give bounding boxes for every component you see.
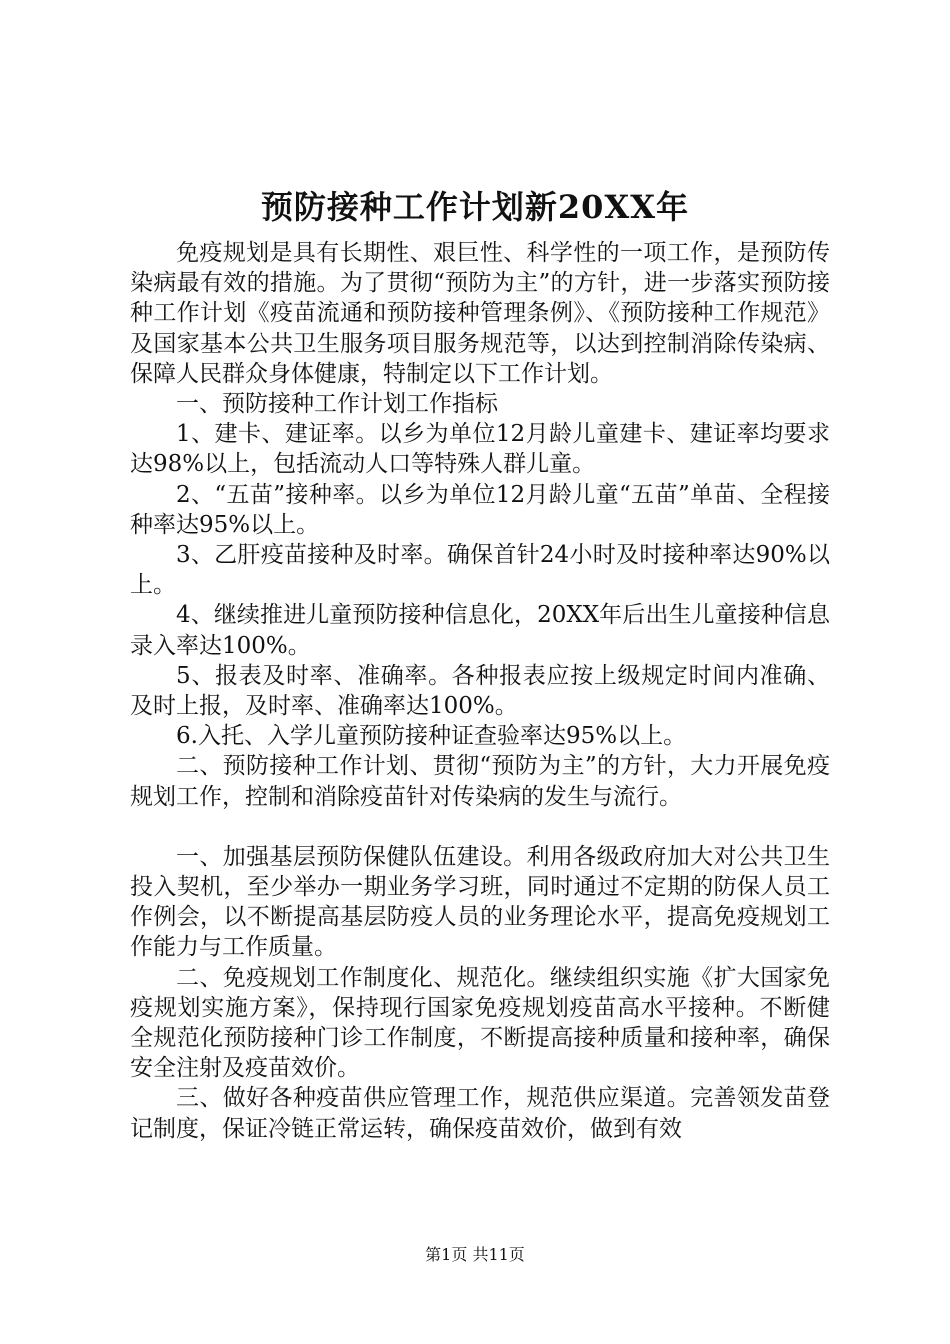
paragraph-item-3: 3、乙肝疫苗接种及时率。确保首针24小时及时接种率达90%以上。 — [130, 542, 830, 599]
paragraph-item-4: 4、继续推进儿童预防接种信息化，20XX年后出生儿童接种信息录入率达100%。 — [130, 602, 830, 659]
paragraph-measure-3: 三、做好各种疫苗供应管理工作，规范供应渠道。完善领发苗登记制度，保证冷链正常运转，确保疫苗效价，做到有效 — [130, 1085, 830, 1142]
paragraph-item-2: 2、“五苗”接种率。以乡为单位12月龄儿童“五苗”单苗、全程接种率达95%以上。 — [130, 481, 830, 538]
document-title: 预防接种工作计划新20XX年 — [260, 188, 690, 226]
paragraph-item-6: 6.入托、入学儿童预防接种证查验率达95%以上。 — [176, 723, 687, 750]
paragraph-measure-2: 二、免疫规划工作制度化、规范化。继续组织实施《扩大国家免疫规划实施方案》，保持现行国家免疫规划疫苗高水平接种。不断健全规范化预防接种门诊工作制度，不断提高接种质量和接种率，确保安全注射及疫苗效价。 — [130, 964, 830, 1082]
document-body — [130, 238, 830, 1144]
section-heading-plan: 二、预防接种工作计划、贯彻“预防为主”的方针，大力开展免疫规划工作，控制和消除疫苗针对传染病的发生与流行。 — [130, 753, 830, 810]
page-indicator: 第1页 共11页 — [425, 1245, 525, 1264]
paragraph-item-5: 5、报表及时率、准确率。各种报表应按上级规定时间内准确、及时上报，及时率、准确率达100%。 — [130, 662, 830, 720]
paragraph-intro: 免疫规划是具有长期性、艰巨性、科学性的一项工作，是预防传染病最有效的措施。为了贯彻“预防为主”的方针，进一步落实预防接种工作计划《疫苗流通和预防接种管理条例》、《预防接种工作规范》及国家基本公共卫生服务项目服务规范等，以达到控制消除传染病、保障人民群众身体健康，特制定以下工作计划。 — [130, 240, 830, 387]
paragraph-item-1: 1、建卡、建证率。以乡为单位12月龄儿童建卡、建证率均要求达98%以上，包括流动人口等特殊人群儿童。 — [130, 421, 830, 478]
paragraph-measure-1: 一、加强基层预防保健队伍建设。利用各级政府加大对公共卫生投入契机，至少举办一期业务学习班，同时通过不定期的防保人员工作例会，以不断提高基层防疫人员的业务理论水平，提高免疫规划工作能力与工作质量。 — [130, 843, 830, 961]
section-heading-indicators: 一、预防接种工作计划工作指标 — [176, 391, 498, 418]
